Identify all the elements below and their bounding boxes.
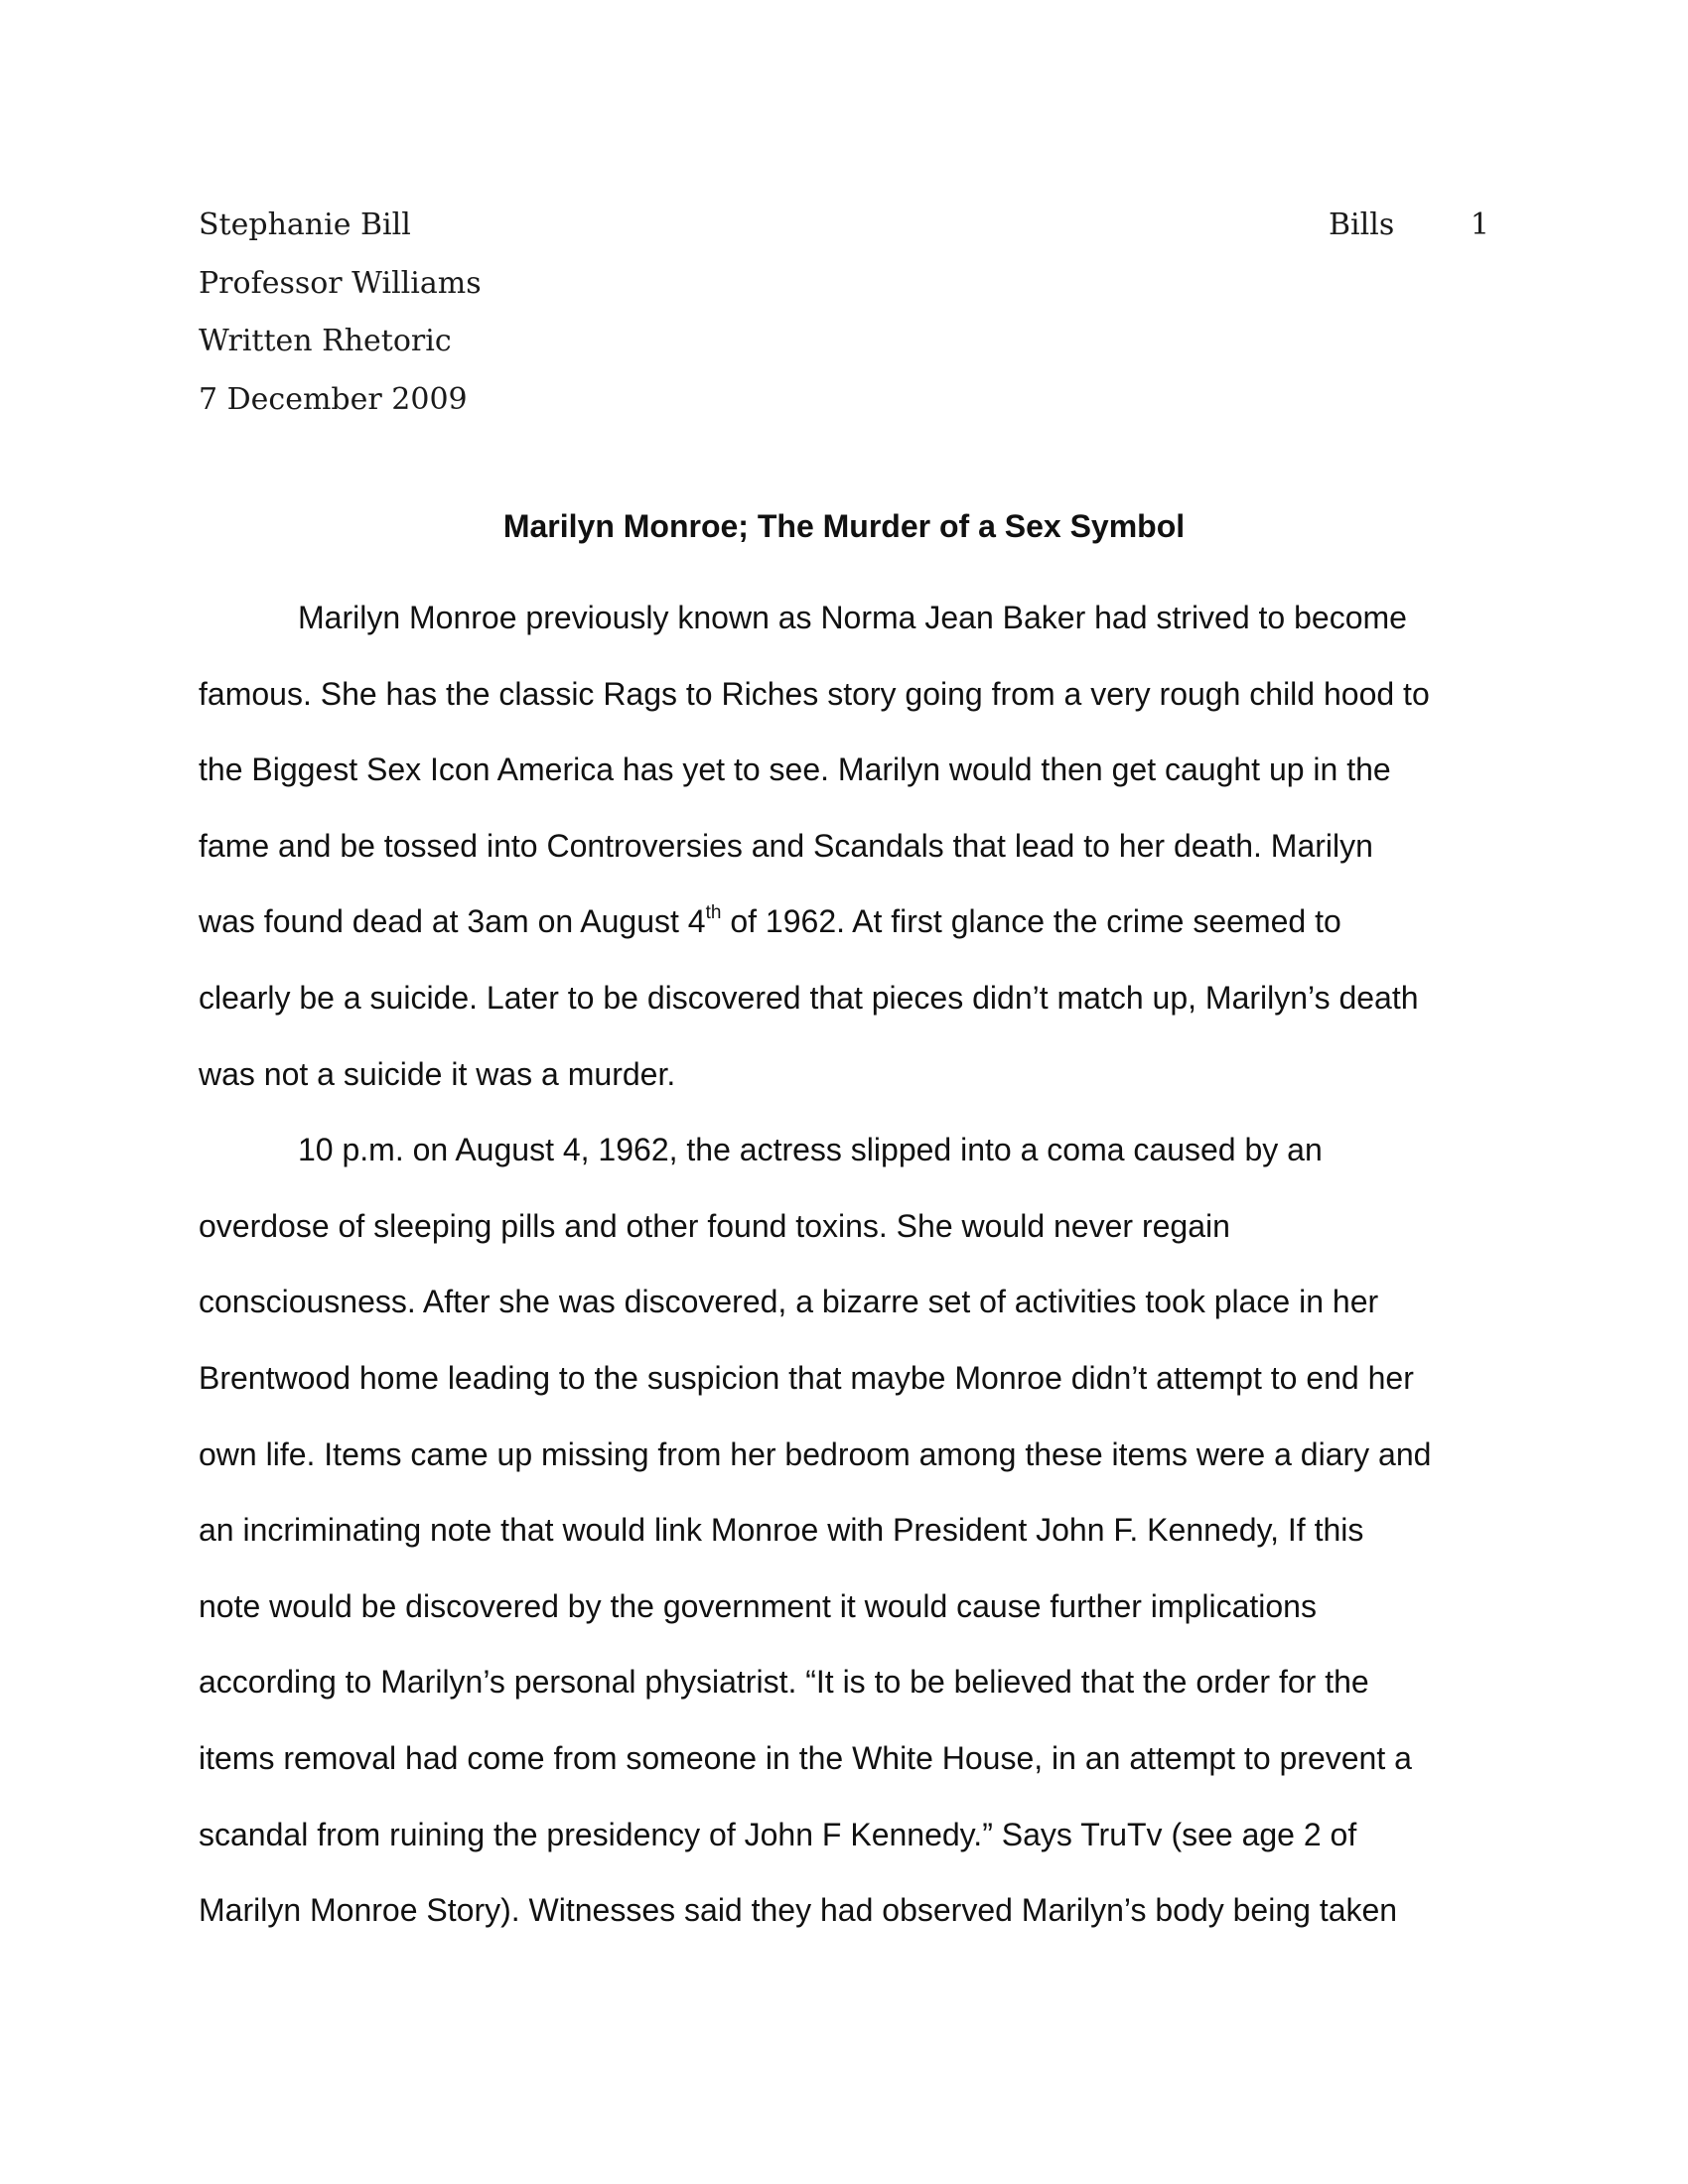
body-line [199, 884, 1489, 960]
body-line: scandal from ruining the presidency of John F Kennedy.” Says TruTv (see age 2 of [199, 1816, 1357, 1852]
body-line: fame and be tossed into Controversies and Scandals that lead to her death. Marilyn [199, 827, 1373, 864]
heading-block [199, 197, 1489, 429]
body-line: Brentwood home leading to the suspicion that maybe Monroe didn’t attempt to end her [199, 1359, 1414, 1396]
body-line: was not a suicide it was a murder. [199, 1055, 676, 1092]
body-line: an incriminating note that would link Monroe with President John F. Kennedy, If this [199, 1512, 1364, 1549]
author-name: Stephanie Bill [199, 207, 411, 242]
body-line: items removal had come from someone in the White House, in an attempt to prevent a [199, 1739, 1412, 1776]
body-line: 10 p.m. on August 4, 1962, the actress slipped into a coma caused by an [298, 1132, 1323, 1168]
body-line: overdose of sleeping pills and other found toxins. She would never regain [199, 1207, 1230, 1244]
body-line: Marilyn Monroe Story). Witnesses said they had observed Marilyn’s body being taken [199, 1892, 1398, 1929]
body-line: Marilyn Monroe previously known as Norma Jean Baker had strived to become [298, 600, 1407, 635]
document-title: Marilyn Monroe; The Murder of a Sex Symbol [502, 508, 1186, 544]
body-line: note would be discovered by the government it would cause further implications [199, 1587, 1317, 1624]
body-line: according to Marilyn’s personal physiatrist. “It is to be believed that the order for the [199, 1664, 1369, 1701]
document-date: 7 December 2009 [199, 381, 468, 417]
body-line-segment: of 1962. At first glance the crime seemed to [721, 903, 1341, 940]
instructor-name: Professor Williams [199, 265, 482, 301]
body-line: own life. Items came up missing from her bedroom among these items were a diary and [199, 1435, 1432, 1472]
page-number: 1 [1470, 207, 1489, 242]
body-line: the Biggest Sex Icon America has yet to see. Marilyn would then get caught up in the [199, 751, 1391, 788]
body-line-segment: was found dead at 3am on August 4 [199, 903, 706, 940]
course-name: Written Rhetoric [199, 324, 452, 358]
running-head-surname: Bills [1329, 207, 1395, 242]
body-line: consciousness. After she was discovered, a bizarre set of activities took place in her [199, 1284, 1379, 1320]
body-line: famous. She has the classic Rags to Riches story going from a very rough child hood to [199, 675, 1430, 712]
body-text [199, 580, 1489, 1949]
body-line: clearly be a suicide. Later to be discovered that pieces didn’t match up, Marilyn’s death [199, 979, 1419, 1016]
ordinal-superscript: th [705, 902, 722, 924]
